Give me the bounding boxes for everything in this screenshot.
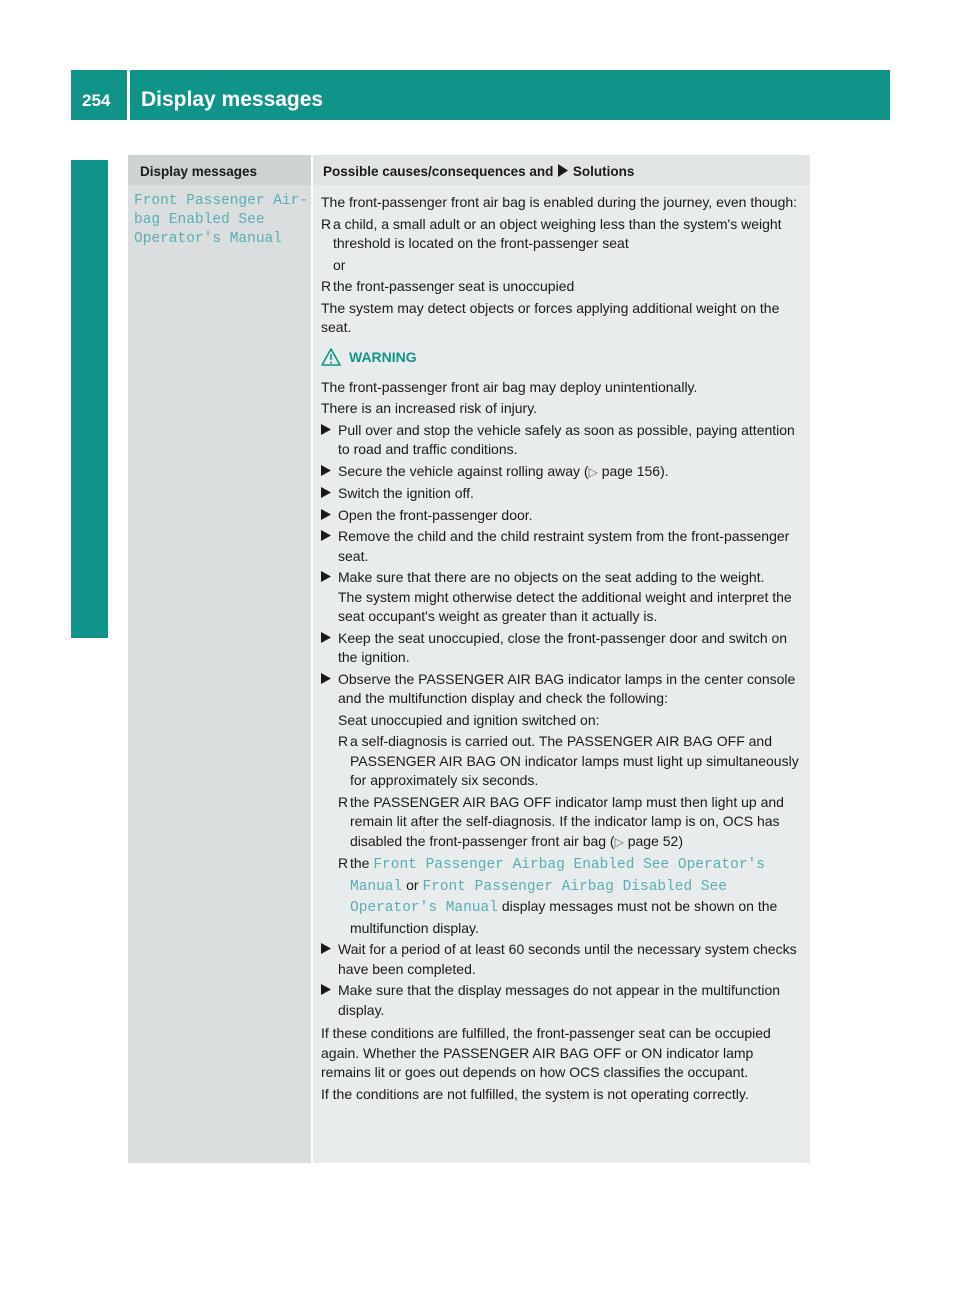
step-item (321, 421, 805, 460)
message-line: bag Enabled See (134, 212, 265, 228)
page-reference-link[interactable]: page 52 (627, 832, 679, 849)
step-text: Wait for a period of at least 60 seconds until the necessary system checks have been completed. (338, 941, 797, 977)
step-arrow-icon (321, 632, 331, 643)
step-item (321, 670, 805, 709)
sub-bullet-item (321, 854, 805, 938)
side-tab-label: On-board computer and displays (77, 234, 100, 564)
step-text: Pull over and stop the vehicle safely as soon as possible, paying attention to road and traffic conditions. (338, 421, 795, 457)
display-messages-table (128, 155, 810, 1163)
solution-content (321, 193, 805, 1106)
step-text: Make sure that the display messages do not appear in the multifunction display. (338, 982, 781, 1018)
column-header-causes-text: Possible causes/consequences and (323, 164, 554, 179)
bullet-text: or (406, 876, 419, 893)
step-text: Secure the vehicle against rolling away ( (338, 462, 589, 479)
paragraph: There is an increased risk of injury. (321, 400, 538, 416)
step-item (321, 527, 805, 566)
step-arrow-icon (321, 673, 331, 684)
step-item (321, 629, 805, 668)
page-reference-link[interactable]: page 156 (601, 462, 661, 479)
step-text: Observe the PASSENGER AIR BAG indicator lamps in the center console and the multifunction display and check the following: (338, 670, 796, 706)
paragraph: If the conditions are not fulfilled, the system is not operating correctly. (321, 1085, 749, 1102)
paragraph: The system may detect objects or forces applying additional weight on the seat. (321, 299, 780, 335)
bullet-text: the PASSENGER AIR BAG OFF indicator lamp must then light up and remain lit after the self-diagnosis. If the indicator lamp is on, OCS has disabled the front-passenger front air bag ( (350, 793, 784, 849)
solution-arrow-icon (557, 164, 569, 177)
or-text: or (333, 256, 346, 273)
step-item (321, 981, 805, 1020)
bullet-text: a self-diagnosis is carried out. The PASSENGER AIR BAG OFF and PASSENGER AIR BAG ON indicator lamps must light up simultaneously for approximately six seconds. (350, 733, 799, 788)
bullet-text: the (350, 855, 370, 871)
bullet-text: display messages must not be shown on the multifunction display. (350, 898, 778, 936)
page-number: 254 (82, 91, 111, 110)
bullet-marker-icon: R (338, 855, 349, 871)
paragraph: The front-passenger front air bag is enabled during the journey, even though: (321, 194, 798, 210)
message-column (128, 155, 311, 1163)
paragraph: If these conditions are fulfilled, the front-passenger seat can be occupied again. Whether the PASSENGER AIR BAG OFF or ON indicator lamp remains lit or goes out depends on how OCS classifies the occupant. (321, 1025, 771, 1080)
header-divider (127, 70, 130, 120)
page-title: Display messages (141, 88, 324, 111)
column-header-messages: Display messages (140, 164, 258, 179)
column-header-causes (323, 164, 634, 179)
bullet-marker-icon: R (338, 733, 349, 749)
step-item (321, 462, 805, 483)
step-text: Open the front-passenger door. (338, 506, 533, 523)
warning-label: WARNING (349, 348, 417, 365)
message-line: Operator's Manual (134, 231, 282, 247)
step-text: Remove the child and the child restraint system from the front-passenger seat. (338, 528, 790, 564)
bullet-item (321, 215, 805, 254)
bullet-item (321, 277, 805, 297)
step-arrow-icon (321, 424, 331, 435)
step-subheading: Seat unoccupied and ignition switched on: (338, 711, 600, 728)
step-arrow-icon (321, 943, 331, 954)
step-item (321, 568, 805, 627)
step-text: ). (660, 462, 669, 479)
display-message-reference: Front Passenger Airbag Enabled See Operator's Manual (350, 857, 765, 895)
step-text: Keep the seat unoccupied, close the front-passenger door and switch on the ignition. (338, 629, 788, 665)
page-reference-icon: ▷ (588, 464, 598, 479)
sub-bullet-item (321, 732, 805, 791)
step-arrow-icon (321, 571, 331, 582)
step-note: The system might otherwise detect the additional weight and interpret the seat occupant's weight as greater than it actually is. (338, 588, 792, 624)
step-item (321, 940, 805, 979)
column-header-solutions-text: Solutions (572, 164, 635, 179)
bullet-text: the front-passenger seat is unoccupied (333, 278, 575, 294)
bullet-marker-icon: R (321, 215, 332, 232)
bullet-marker-icon: R (321, 278, 332, 294)
paragraph: The front-passenger front air bag may deploy unintentionally. (321, 378, 698, 395)
page-reference-icon: ▷ (614, 834, 624, 849)
warning-triangle-icon (321, 348, 341, 366)
bullet-text: ) (678, 832, 684, 849)
message-line: Front Passenger Air‐ (134, 193, 309, 209)
bullet-marker-icon: R (338, 793, 349, 810)
step-arrow-icon (321, 530, 331, 541)
step-arrow-icon (321, 465, 331, 476)
warning-heading (321, 348, 805, 372)
display-message-text (134, 192, 308, 249)
step-arrow-icon (321, 487, 331, 498)
step-text: Switch the ignition off. (338, 485, 474, 501)
display-message-reference: Front Passenger Airbag Disabled See Operator's Manual (350, 878, 728, 916)
step-item (321, 484, 805, 504)
bullet-text: a child, a small adult or an object weighing less than the system's weight threshold is located on the front-passenger seat (333, 215, 782, 251)
sub-bullet-item (321, 793, 805, 853)
step-item (321, 506, 805, 526)
step-text: Make sure that there are no objects on the seat adding to the weight. (338, 569, 765, 585)
step-arrow-icon (321, 984, 331, 995)
step-arrow-icon (321, 509, 331, 520)
